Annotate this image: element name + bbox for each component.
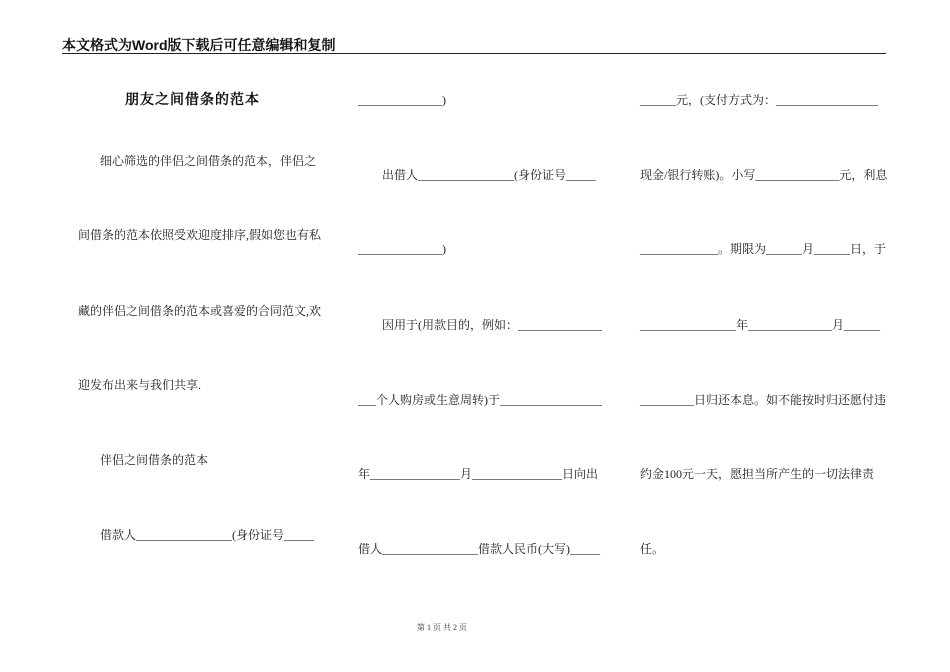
- body-line: 借人________________借款人民币(大写)_____: [358, 542, 600, 556]
- body-line: ________________年______________月______: [640, 318, 881, 332]
- text-column-2: [358, 0, 608, 672]
- text-column-1: [78, 0, 328, 672]
- body-line: _____________。期限为______月______日，于: [640, 242, 887, 256]
- body-line: 现金/银行转账)。小写______________元，利息: [640, 168, 888, 182]
- body-line: 借款人________________(身份证号_____: [100, 528, 314, 542]
- doc-title: 朋友之间借条的范本: [125, 93, 260, 108]
- body-line: ___个人购房或生意周转)于_________________: [358, 393, 602, 407]
- body-line: ______________): [358, 242, 446, 256]
- text-column-3: [640, 0, 890, 672]
- body-line: 年_______________月_______________日向出: [358, 467, 599, 481]
- body-line: 约金100元一天，愿担当所产生的一切法律责: [640, 467, 875, 481]
- body-line: ______________): [358, 93, 446, 107]
- body-line: 迎发布出来与我们共享.: [78, 378, 202, 392]
- body-line: 任。: [640, 542, 665, 556]
- section-heading: 伴侣之间借条的范本: [100, 453, 209, 467]
- body-line: 藏的伴侣之间借条的范本或喜爱的合同范文,欢: [78, 304, 322, 318]
- body-line: _________日归还本息。如不能按时归还愿付违: [640, 393, 887, 407]
- body-line: 因用于(用款目的，例如：______________: [382, 318, 602, 332]
- body-line: 出借人________________(身份证号_____: [382, 168, 596, 182]
- body-line: 细心筛选的伴侣之间借条的范本，伴侣之: [100, 154, 317, 168]
- page-number-footer: 第 1 页 共 2 页: [417, 623, 467, 632]
- body-line: ______元，(支付方式为：_________________: [640, 93, 878, 107]
- doc-header: 本文格式为Word版下载后可任意编辑和复制: [62, 37, 336, 53]
- body-line: 间借条的范本依照受欢迎度排序,假如您也有私: [78, 228, 322, 242]
